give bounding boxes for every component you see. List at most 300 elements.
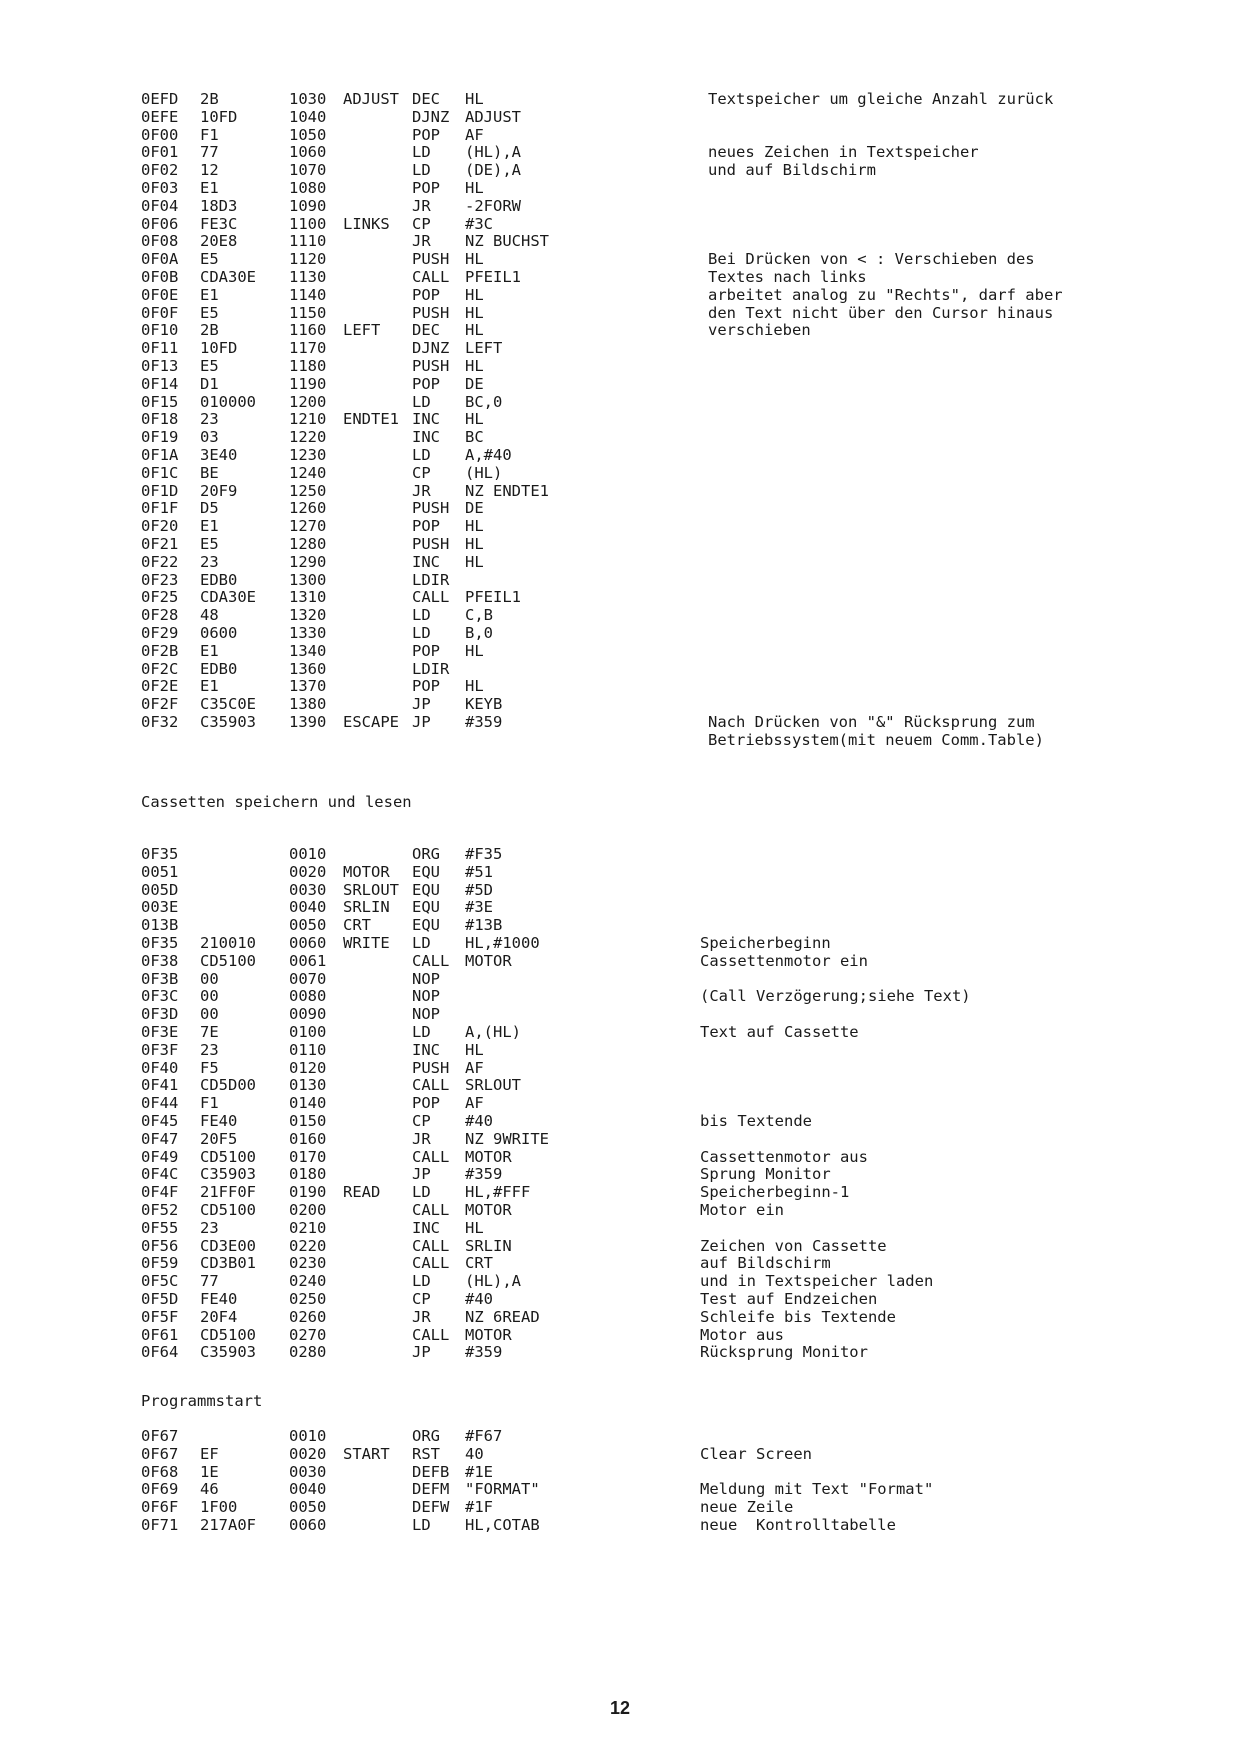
cell-op: CP xyxy=(412,463,431,482)
cell-code: 21FF0F xyxy=(200,1183,256,1202)
cell-code: E5 xyxy=(200,303,219,322)
listing-row xyxy=(141,304,561,322)
cell-code: F1 xyxy=(200,125,219,144)
listing-row xyxy=(141,393,561,411)
cell-addr: 0F3D xyxy=(141,1005,179,1024)
listing-row xyxy=(141,286,561,304)
cell-arg: DE xyxy=(465,499,484,518)
cell-op: EQU xyxy=(412,916,440,935)
cell-arg: #40 xyxy=(465,1112,493,1130)
cell-arg: KEYB xyxy=(465,695,503,714)
cell-line: 0180 xyxy=(289,1165,327,1184)
cell-line: 0010 xyxy=(289,1427,327,1445)
cell-line: 1260 xyxy=(289,499,327,518)
cell-code: 1E xyxy=(200,1462,219,1481)
cell-line: 0080 xyxy=(289,987,327,1006)
cell-line: 0030 xyxy=(289,1462,327,1481)
listing-row xyxy=(141,499,561,517)
comment-line: Sprung Monitor xyxy=(700,1165,831,1184)
cell-arg: #359 xyxy=(465,1343,503,1362)
cell-line: 1060 xyxy=(289,143,327,162)
cell-addr: 0F21 xyxy=(141,535,179,553)
cell-addr: 0F00 xyxy=(141,125,179,144)
listing-row xyxy=(141,1094,561,1112)
cell-code: CD5100 xyxy=(200,1201,256,1219)
cell-code: 23 xyxy=(200,552,219,571)
listing-row xyxy=(141,1183,561,1201)
cell-code: 2B xyxy=(200,90,219,108)
cell-code: FE40 xyxy=(200,1112,238,1130)
cell-op: CALL xyxy=(412,268,450,286)
listing-row xyxy=(141,410,561,428)
cell-code: 00 xyxy=(200,987,219,1006)
cell-op: CALL xyxy=(412,1325,450,1344)
cell-op: ORG xyxy=(412,845,440,863)
cell-line: 1380 xyxy=(289,695,327,714)
listing-row xyxy=(141,1076,561,1094)
cell-code: E5 xyxy=(200,535,219,553)
comment-line: und auf Bildschirm xyxy=(708,161,876,180)
cell-arg: (HL),A xyxy=(465,143,521,162)
cell-arg: HL xyxy=(465,179,484,197)
listing-row xyxy=(141,1219,561,1237)
cell-code: 10FD xyxy=(200,339,238,358)
cell-addr: 0F1C xyxy=(141,463,179,482)
comment-line: Speicherbeginn-1 xyxy=(700,1183,850,1202)
cell-line: 1390 xyxy=(289,713,327,731)
cell-op: PUSH xyxy=(412,499,450,518)
cell-code: C35903 xyxy=(200,1165,256,1184)
cell-code: CDA30E xyxy=(200,268,256,286)
cell-label: SRLIN xyxy=(343,898,390,917)
cell-arg: #40 xyxy=(465,1290,493,1308)
cell-arg: LEFT xyxy=(465,339,503,358)
comment-line: den Text nicht über den Cursor hinaus xyxy=(708,303,1054,322)
cell-line: 1090 xyxy=(289,196,327,215)
comment-line: neues Zeichen in Textspeicher xyxy=(708,143,979,162)
listing-row xyxy=(141,606,561,624)
listing-row xyxy=(141,970,561,988)
cell-line: 0220 xyxy=(289,1236,327,1255)
cell-addr: 0F38 xyxy=(141,951,179,970)
cell-arg: (HL),A xyxy=(465,1272,521,1291)
listing-row xyxy=(141,357,561,375)
cell-arg: #13B xyxy=(465,916,503,935)
listing-row xyxy=(141,1445,561,1463)
listing-row xyxy=(141,1498,561,1516)
cell-op: NOP xyxy=(412,969,440,988)
cell-line: 1100 xyxy=(289,214,327,233)
cell-code: CD5100 xyxy=(200,951,256,970)
cell-line: 1160 xyxy=(289,321,327,340)
cell-code: EDB0 xyxy=(200,570,238,589)
cell-arg: #359 xyxy=(465,1165,503,1184)
cell-code: E5 xyxy=(200,357,219,375)
comment-line: Textspeicher um gleiche Anzahl zurück xyxy=(708,90,1054,108)
listing-row xyxy=(141,1326,561,1344)
cell-arg: HL xyxy=(465,250,484,269)
cell-op: JR xyxy=(412,1307,431,1326)
comment-line: Text auf Cassette xyxy=(700,1023,859,1041)
cell-addr: 0EFD xyxy=(141,90,179,108)
cell-addr: 0F61 xyxy=(141,1325,179,1344)
cell-code: 3E40 xyxy=(200,446,238,464)
cell-line: 1190 xyxy=(289,374,327,393)
comment-line: Motor ein xyxy=(700,1201,784,1219)
cell-addr: 0F49 xyxy=(141,1147,179,1166)
cell-code: 1F00 xyxy=(200,1498,238,1517)
cell-op: EQU xyxy=(412,880,440,899)
listing-row xyxy=(141,1254,561,1272)
cell-op: PUSH xyxy=(412,303,450,322)
cell-label: SRLOUT xyxy=(343,880,399,899)
cell-arg: HL xyxy=(465,1040,484,1059)
cell-addr: 0F03 xyxy=(141,179,179,197)
cell-line: 0110 xyxy=(289,1040,327,1059)
cell-arg: ADJUST xyxy=(465,107,521,126)
cell-op: LD xyxy=(412,606,431,625)
cell-op: JR xyxy=(412,232,431,251)
cell-arg: HL,#1000 xyxy=(465,934,540,952)
cell-addr: 0F3C xyxy=(141,987,179,1006)
cell-addr: 0F35 xyxy=(141,934,179,952)
cell-line: 1140 xyxy=(289,285,327,304)
cell-line: 1300 xyxy=(289,570,327,589)
cell-addr: 0F52 xyxy=(141,1201,179,1219)
cell-addr: 0F67 xyxy=(141,1427,179,1445)
cell-line: 1040 xyxy=(289,107,327,126)
cell-arg: DE xyxy=(465,374,484,393)
cell-addr: 0F2B xyxy=(141,641,179,660)
cell-addr: 0F19 xyxy=(141,428,179,447)
cell-line: 1330 xyxy=(289,624,327,642)
cell-addr: 0F0A xyxy=(141,250,179,269)
cell-arg: SRLIN xyxy=(465,1236,512,1255)
cell-addr: 0F55 xyxy=(141,1218,179,1237)
cell-line: 0270 xyxy=(289,1325,327,1344)
cell-arg: #5D xyxy=(465,880,493,899)
cell-op: PUSH xyxy=(412,250,450,269)
cell-addr: 0F44 xyxy=(141,1094,179,1113)
cell-code: E1 xyxy=(200,285,219,304)
cell-line: 1290 xyxy=(289,552,327,571)
cell-line: 1110 xyxy=(289,232,327,251)
cell-addr: 0F47 xyxy=(141,1129,179,1148)
cell-line: 1080 xyxy=(289,179,327,197)
listing-row xyxy=(141,1130,561,1148)
listing-row xyxy=(141,1272,561,1290)
cell-op: CALL xyxy=(412,588,450,607)
cell-line: 0170 xyxy=(289,1147,327,1166)
cell-arg: HL xyxy=(465,285,484,304)
cell-addr: 0F69 xyxy=(141,1480,179,1499)
comment-line: verschieben xyxy=(708,321,811,340)
cell-op: INC xyxy=(412,552,440,571)
listing-row xyxy=(141,1463,561,1481)
cell-addr: 0F68 xyxy=(141,1462,179,1481)
listing-row xyxy=(141,916,561,934)
cell-addr: 0F64 xyxy=(141,1343,179,1362)
comment-line: Textes nach links xyxy=(708,268,867,286)
cell-arg: HL xyxy=(465,321,484,340)
cell-op: POP xyxy=(412,125,440,144)
cell-line: 1280 xyxy=(289,535,327,553)
cell-op: CALL xyxy=(412,951,450,970)
cell-op: DJNZ xyxy=(412,339,450,358)
listing-row xyxy=(141,898,561,916)
cell-addr: 005D xyxy=(141,880,179,899)
cell-arg: 40 xyxy=(465,1444,484,1463)
listing-row xyxy=(141,1023,561,1041)
listing-row xyxy=(141,90,561,108)
listing-row xyxy=(141,1237,561,1255)
cell-code: 00 xyxy=(200,969,219,988)
cell-addr: 0F2F xyxy=(141,695,179,714)
cell-op: LD xyxy=(412,143,431,162)
cell-line: 1120 xyxy=(289,250,327,269)
listing-row xyxy=(141,464,561,482)
cell-op: LD xyxy=(412,446,431,464)
cell-addr: 0F32 xyxy=(141,713,179,731)
listing-row xyxy=(141,446,561,464)
cell-arg: PFEIL1 xyxy=(465,268,521,286)
cell-code: C35903 xyxy=(200,1343,256,1362)
listing-row xyxy=(141,268,561,286)
cell-code: CD3E00 xyxy=(200,1236,256,1255)
cell-code: 20F4 xyxy=(200,1307,238,1326)
cell-line: 0100 xyxy=(289,1023,327,1041)
cell-addr: 003E xyxy=(141,898,179,917)
page-number: 12 xyxy=(609,1698,631,1718)
cell-line: 1320 xyxy=(289,606,327,625)
cell-op: POP xyxy=(412,374,440,393)
listing-row xyxy=(141,863,561,881)
cell-addr: 0F5D xyxy=(141,1290,179,1308)
cell-arg: NZ ENDTE1 xyxy=(465,481,549,500)
listing-row xyxy=(141,571,561,589)
cell-code: 2B xyxy=(200,321,219,340)
cell-addr: 0F1A xyxy=(141,446,179,464)
cell-arg: HL xyxy=(465,1218,484,1237)
cell-op: EQU xyxy=(412,898,440,917)
cell-op: LD xyxy=(412,1023,431,1041)
listing-row xyxy=(141,232,561,250)
cell-code: 12 xyxy=(200,161,219,180)
cell-arg: HL xyxy=(465,410,484,429)
cell-op: LDIR xyxy=(412,570,450,589)
cell-code: 48 xyxy=(200,606,219,625)
cell-addr: 0F29 xyxy=(141,624,179,642)
cell-line: 1070 xyxy=(289,161,327,180)
cell-addr: 0F35 xyxy=(141,845,179,863)
cell-arg: BC,0 xyxy=(465,392,503,411)
listing-row xyxy=(141,1201,561,1219)
cell-op: JP xyxy=(412,1343,431,1362)
listing-row xyxy=(141,1516,561,1534)
cell-addr: 0F5F xyxy=(141,1307,179,1326)
comment-line: (Call Verzögerung;siehe Text) xyxy=(700,987,971,1006)
cell-line: 0260 xyxy=(289,1307,327,1326)
cell-addr: 0F25 xyxy=(141,588,179,607)
listing-row xyxy=(141,179,561,197)
listing-row xyxy=(141,677,561,695)
cell-label: CRT xyxy=(343,916,371,935)
listing-row xyxy=(141,482,561,500)
cell-addr: 0051 xyxy=(141,862,179,881)
cell-addr: 0F13 xyxy=(141,357,179,375)
cell-op: CALL xyxy=(412,1076,450,1095)
cell-code: E1 xyxy=(200,517,219,536)
cell-op: LD xyxy=(412,1272,431,1291)
listing-row xyxy=(141,143,561,161)
cell-line: 1180 xyxy=(289,357,327,375)
listing-row xyxy=(141,1343,561,1361)
cell-code: D1 xyxy=(200,374,219,393)
cell-code: CD5100 xyxy=(200,1147,256,1166)
cell-line: 1050 xyxy=(289,125,327,144)
cell-line: 0060 xyxy=(289,934,327,952)
cell-line: 0050 xyxy=(289,916,327,935)
cell-line: 0020 xyxy=(289,862,327,881)
cell-op: JR xyxy=(412,196,431,215)
cell-addr: 0F5C xyxy=(141,1272,179,1291)
cell-code: CD5100 xyxy=(200,1325,256,1344)
cell-line: 0010 xyxy=(289,845,327,863)
cell-line: 1210 xyxy=(289,410,327,429)
cell-code: 217A0F xyxy=(200,1516,256,1534)
cell-line: 1310 xyxy=(289,588,327,607)
listing-row xyxy=(141,161,561,179)
cell-line: 1340 xyxy=(289,641,327,660)
cell-arg: HL,#FFF xyxy=(465,1183,531,1202)
cell-line: 0190 xyxy=(289,1183,327,1202)
listing-row xyxy=(141,535,561,553)
cell-line: 1130 xyxy=(289,268,327,286)
cell-label: ADJUST xyxy=(343,90,399,108)
comment-line: Motor aus xyxy=(700,1325,784,1344)
cell-op: CALL xyxy=(412,1236,450,1255)
cell-op: DEC xyxy=(412,90,440,108)
cell-code: 10FD xyxy=(200,107,238,126)
cell-op: INC xyxy=(412,410,440,429)
cell-line: 0061 xyxy=(289,951,327,970)
cell-line: 0020 xyxy=(289,1444,327,1463)
listing-row xyxy=(141,660,561,678)
cell-code: 46 xyxy=(200,1480,219,1499)
cell-op: LD xyxy=(412,1516,431,1534)
cell-arg: A,#40 xyxy=(465,446,512,464)
cell-op: PUSH xyxy=(412,357,450,375)
cell-op: CP xyxy=(412,1112,431,1130)
comment-line: Rücksprung Monitor xyxy=(700,1343,868,1362)
cell-arg: CRT xyxy=(465,1254,493,1273)
cell-op: JR xyxy=(412,481,431,500)
cell-code: 0600 xyxy=(200,624,238,642)
cell-op: POP xyxy=(412,285,440,304)
cell-addr: 0F06 xyxy=(141,214,179,233)
cell-addr: 0F08 xyxy=(141,232,179,251)
cell-label: ESCAPE xyxy=(343,713,399,731)
cell-op: LD xyxy=(412,934,431,952)
cell-addr: 0F02 xyxy=(141,161,179,180)
listing-row xyxy=(141,987,561,1005)
cell-addr: 0EFE xyxy=(141,107,179,126)
cell-addr: 0F22 xyxy=(141,552,179,571)
cell-code: BE xyxy=(200,463,219,482)
cell-code: 77 xyxy=(200,1272,219,1291)
cell-addr: 0F11 xyxy=(141,339,179,358)
cell-arg: #3E xyxy=(465,898,493,917)
cell-line: 0200 xyxy=(289,1201,327,1219)
cell-line: 1270 xyxy=(289,517,327,536)
cell-code: F5 xyxy=(200,1058,219,1077)
cell-addr: 0F10 xyxy=(141,321,179,340)
cell-arg: (DE),A xyxy=(465,161,521,180)
cell-line: 0040 xyxy=(289,1480,327,1499)
cell-addr: 0F4F xyxy=(141,1183,179,1202)
cell-arg: NZ BUCHST xyxy=(465,232,549,251)
cell-code: F1 xyxy=(200,1094,219,1113)
cell-addr: 0F4C xyxy=(141,1165,179,1184)
comment-line: bis Textende xyxy=(700,1112,812,1130)
comment-line: Nach Drücken von "&" Rücksprung zum xyxy=(708,713,1035,731)
cell-op: INC xyxy=(412,1040,440,1059)
cell-addr: 0F3F xyxy=(141,1040,179,1059)
cell-code: CDA30E xyxy=(200,588,256,607)
listing-row xyxy=(141,1148,561,1166)
cell-addr: 0F0E xyxy=(141,285,179,304)
cell-op: LD xyxy=(412,392,431,411)
cell-arg: NZ 6READ xyxy=(465,1307,540,1326)
listing-row xyxy=(141,108,561,126)
comment-line: und in Textspeicher laden xyxy=(700,1272,934,1291)
cell-op: LD xyxy=(412,1183,431,1202)
cell-code: FE40 xyxy=(200,1290,238,1308)
cell-label: ENDTE1 xyxy=(343,410,399,429)
cell-line: 0040 xyxy=(289,898,327,917)
cell-arg: MOTOR xyxy=(465,1201,512,1219)
cell-op: DEC xyxy=(412,321,440,340)
cell-op: LD xyxy=(412,161,431,180)
cell-arg: HL xyxy=(465,517,484,536)
cell-op: LD xyxy=(412,624,431,642)
comment-line: Schleife bis Textende xyxy=(700,1307,896,1326)
listing-row xyxy=(141,1041,561,1059)
listing-row xyxy=(141,126,561,144)
cell-addr: 0F41 xyxy=(141,1076,179,1095)
cell-op: POP xyxy=(412,641,440,660)
cell-addr: 0F56 xyxy=(141,1236,179,1255)
cell-line: 0240 xyxy=(289,1272,327,1291)
cell-arg: BC xyxy=(465,428,484,447)
cell-addr: 0F0B xyxy=(141,268,179,286)
cell-arg: #F35 xyxy=(465,845,503,863)
cell-code: 23 xyxy=(200,1218,219,1237)
cell-code: 77 xyxy=(200,143,219,162)
cell-arg: AF xyxy=(465,1058,484,1077)
cell-line: 1370 xyxy=(289,677,327,696)
cell-code: EF xyxy=(200,1444,219,1463)
cell-arg: HL,COTAB xyxy=(465,1516,540,1534)
cell-arg: #3C xyxy=(465,214,493,233)
cell-label: READ xyxy=(343,1183,381,1202)
cell-arg: AF xyxy=(465,1094,484,1113)
cell-op: ORG xyxy=(412,1427,440,1445)
cell-code: 20E8 xyxy=(200,232,238,251)
cell-addr: 0F2E xyxy=(141,677,179,696)
cell-op: NOP xyxy=(412,987,440,1006)
cell-code: 03 xyxy=(200,428,219,447)
